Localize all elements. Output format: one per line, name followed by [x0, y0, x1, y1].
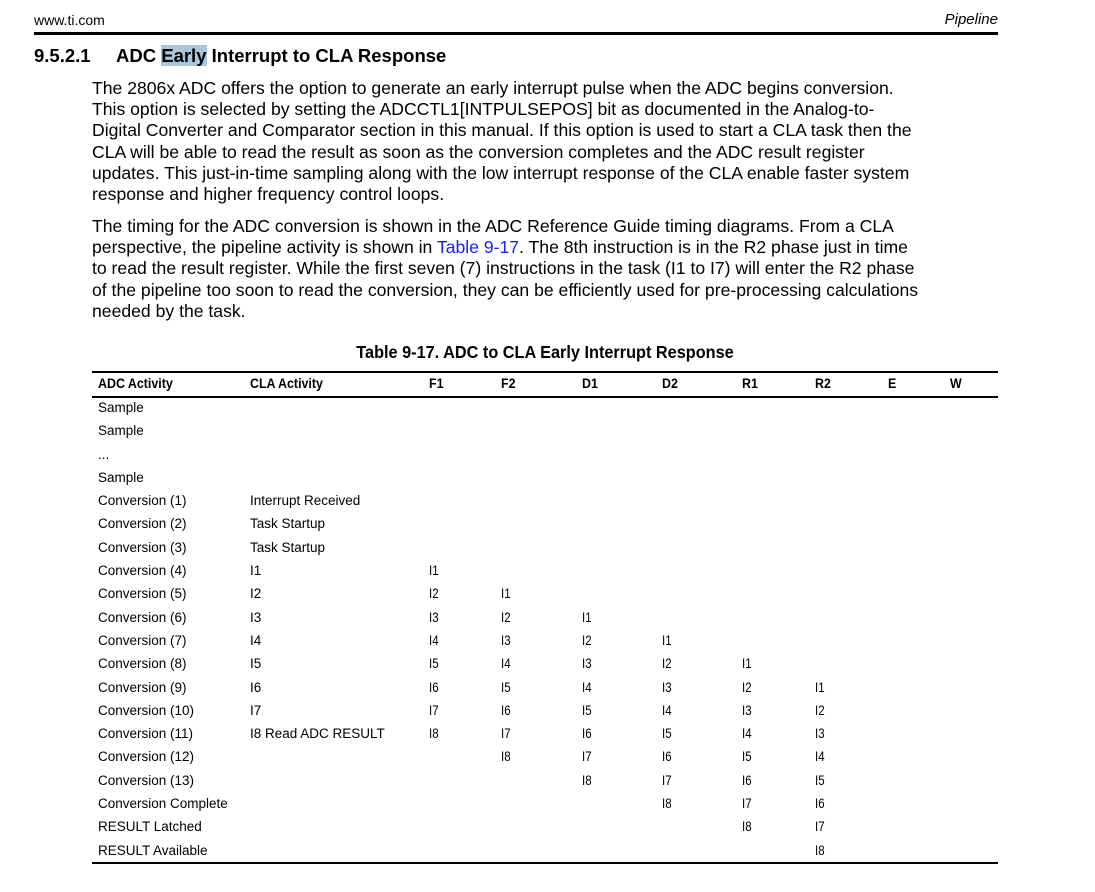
adc-activity-cell: Conversion (11): [98, 726, 194, 742]
pipeline-stage-cell: I2: [815, 702, 825, 718]
table-row: [92, 398, 998, 421]
pipeline-stage-cell: I7: [429, 702, 439, 718]
pipeline-stage-cell: I5: [662, 726, 672, 742]
pipeline-stage-cell: I3: [742, 702, 752, 718]
table-row: [92, 421, 998, 444]
adc-activity-cell: Conversion Complete: [98, 796, 228, 812]
pipeline-stage-cell: I2: [429, 586, 439, 602]
section-number: 9.5.2.1: [34, 45, 91, 66]
table-row: [92, 445, 998, 468]
table-top-rule: [92, 371, 998, 373]
column-header: D1: [582, 376, 598, 391]
column-header: R2: [815, 376, 831, 391]
table-row: [92, 701, 998, 724]
adc-activity-cell: Conversion (3): [98, 539, 187, 555]
pipeline-stage-cell: I3: [501, 632, 511, 648]
column-header: ADC Activity: [98, 376, 173, 391]
pipeline-stage-cell: I1: [429, 563, 439, 579]
adc-activity-cell: Conversion (8): [98, 656, 187, 672]
table-row: [92, 841, 998, 864]
table-row: [92, 724, 998, 747]
column-header: E: [888, 376, 897, 391]
pipeline-stage-cell: I1: [582, 609, 592, 625]
pipeline-stage-cell: I8: [582, 772, 592, 788]
cla-activity-cell: Task Startup: [250, 539, 326, 555]
header-rule: [34, 32, 998, 35]
column-header: R1: [742, 376, 758, 391]
table-row: [92, 678, 998, 701]
pipeline-stage-cell: I8: [429, 726, 439, 742]
pipeline-stage-cell: I6: [815, 796, 825, 812]
table-row: [92, 631, 998, 654]
cla-activity-cell: I7: [250, 702, 262, 718]
pipeline-stage-cell: I2: [742, 679, 752, 695]
adc-activity-cell: Conversion (5): [98, 586, 187, 602]
table-row: [92, 538, 998, 561]
pipeline-stage-cell: I1: [662, 632, 672, 648]
pipeline-stage-cell: I3: [582, 656, 592, 672]
page-header-left: www.ti.com: [34, 12, 105, 28]
table-row: [92, 771, 998, 794]
adc-activity-cell: Conversion (6): [98, 609, 187, 625]
adc-activity-cell: Conversion (9): [98, 679, 187, 695]
pipeline-stage-cell: I4: [742, 726, 752, 742]
pipeline-stage-cell: I8: [662, 796, 672, 812]
adc-activity-cell: ...: [98, 446, 110, 462]
table-row: [92, 491, 998, 514]
column-header: F2: [501, 376, 516, 391]
table-reference-link[interactable]: Table 9-17: [436, 237, 520, 258]
pipeline-stage-cell: I6: [429, 679, 439, 695]
paragraph-2: [92, 216, 1002, 322]
pipeline-stage-cell: I8: [815, 842, 825, 858]
adc-activity-cell: Sample: [98, 423, 144, 439]
pipeline-stage-cell: I7: [501, 726, 511, 742]
pipeline-stage-cell: I7: [815, 819, 825, 835]
adc-activity-cell: Conversion (4): [98, 563, 187, 579]
page-header-right: Pipeline: [944, 11, 998, 28]
cla-activity-cell: I4: [250, 632, 262, 648]
pipeline-stage-cell: I1: [815, 679, 825, 695]
cla-activity-cell: I5: [250, 656, 262, 672]
pipeline-stage-cell: I4: [429, 632, 439, 648]
table-body: [92, 398, 998, 864]
column-header: CLA Activity: [250, 376, 323, 391]
paragraph-2-text: The timing for the ADC conversion is shown in the ADC Reference Guide timing diagrams. From a CLA perspective, the pipeline activity is shown in: [92, 216, 894, 258]
column-header: F1: [429, 376, 444, 391]
selected-text-highlight[interactable]: Early: [161, 45, 207, 66]
pipeline-stage-cell: I1: [501, 586, 511, 602]
adc-activity-cell: Conversion (1): [98, 493, 187, 509]
table-row: [92, 561, 998, 584]
pipeline-stage-cell: I3: [429, 609, 439, 625]
table-row: [92, 817, 998, 840]
pipeline-stage-cell: I6: [742, 772, 752, 788]
adc-activity-cell: Conversion (2): [98, 516, 187, 532]
cla-activity-cell: I2: [250, 586, 262, 602]
adc-activity-cell: Conversion (12): [98, 749, 195, 765]
adc-activity-cell: Conversion (10): [98, 702, 195, 718]
section-title: [34, 45, 446, 67]
table-row: [92, 747, 998, 770]
pipeline-stage-cell: I4: [662, 702, 672, 718]
cla-activity-cell: Task Startup: [250, 516, 326, 532]
pipeline-stage-cell: I4: [582, 679, 592, 695]
pipeline-stage-cell: I7: [742, 796, 752, 812]
pipeline-stage-cell: I3: [815, 726, 825, 742]
table-caption: Table 9-17. ADC to CLA Early Interrupt Response: [356, 342, 734, 362]
pipeline-stage-cell: I8: [742, 819, 752, 835]
section-title-part: ADC: [116, 45, 162, 66]
pipeline-stage-cell: I7: [582, 749, 592, 765]
column-header: W: [950, 376, 962, 391]
pipeline-stage-cell: I5: [501, 679, 511, 695]
pipeline-stage-cell: I2: [662, 656, 672, 672]
pipeline-stage-cell: I2: [582, 632, 592, 648]
adc-activity-cell: RESULT Latched: [98, 819, 202, 835]
section-title-part: Interrupt to CLA Response: [206, 45, 447, 66]
pipeline-stage-cell: I5: [742, 749, 752, 765]
pipeline-stage-cell: I6: [501, 702, 511, 718]
pipeline-stage-cell: I8: [501, 749, 511, 765]
pipeline-stage-cell: I2: [501, 609, 511, 625]
adc-activity-cell: Sample: [98, 469, 144, 485]
cla-activity-cell: I8 Read ADC RESULT: [250, 726, 385, 742]
pipeline-stage-cell: I3: [662, 679, 672, 695]
adc-activity-cell: Conversion (7): [98, 632, 187, 648]
adc-activity-cell: Sample: [98, 400, 144, 415]
pipeline-stage-cell: I4: [501, 656, 511, 672]
pipeline-stage-cell: I4: [815, 749, 825, 765]
pipeline-stage-cell: I7: [662, 772, 672, 788]
table-row: [92, 794, 998, 817]
cla-activity-cell: I1: [250, 563, 262, 579]
pipeline-stage-cell: I5: [815, 772, 825, 788]
pipeline-stage-cell: I5: [582, 702, 592, 718]
pipeline-stage-cell: I6: [582, 726, 592, 742]
table-row: [92, 468, 998, 491]
cla-activity-cell: I3: [250, 609, 262, 625]
cla-activity-cell: Interrupt Received: [250, 493, 361, 509]
adc-activity-cell: RESULT Available: [98, 842, 208, 858]
adc-activity-cell: Conversion (13): [98, 772, 195, 788]
cla-activity-cell: I6: [250, 679, 262, 695]
table-row: [92, 584, 998, 607]
table-row: [92, 608, 998, 631]
pipeline-stage-cell: I5: [429, 656, 439, 672]
paragraph-2-text: . The 8th instruction is in the R2 phase just in time to read the result register. While the first seven (7) instructions in the task (I1 to I7) will enter the R2 phase of the pipeline too soon to read the conversion, they can be efficiently used for pre-processing calculations needed by the task.: [92, 237, 919, 321]
table-row: [92, 654, 998, 677]
pipeline-stage-cell: I1: [742, 656, 752, 672]
paragraph-1: The 2806x ADC offers the option to generate an early interrupt pulse when the ADC begins conversion. This option is selected by setting the ADCCTL1[INTPULSEPOS] bit as documented in the Analog-to- Digital Converter and Comparator section in this manual. If this option is used to start a CLA task then the CLA will be able to read the result as soon as the conversion completes and the ADC result register updates. This just-in-time sampling along with the low interrupt response of the CLA enable faster system response and higher frequency control loops.: [92, 78, 912, 205]
table-row: [92, 514, 998, 537]
column-header: D2: [662, 376, 678, 391]
pipeline-stage-cell: I6: [662, 749, 672, 765]
